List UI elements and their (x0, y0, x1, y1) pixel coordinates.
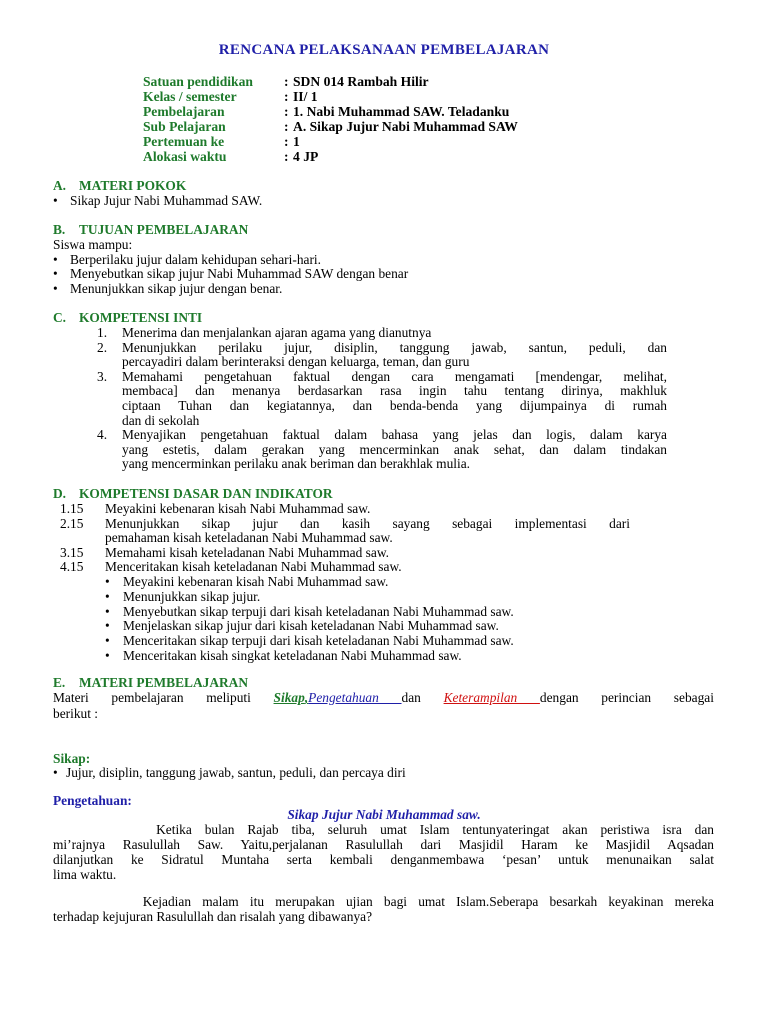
item-number: 4. (97, 427, 108, 443)
item-text-line: Menunjukkan perilaku jujur, disiplin, tanggung jawab, santun, peduli, dan (122, 339, 667, 355)
kd-text-line: Menceritakan kisah keteladanan Nabi Muhammad saw. (105, 559, 402, 575)
item-text-line: dan di sekolah (122, 412, 200, 428)
keterampilan-link: Keterampilan (443, 690, 540, 705)
kd-text-line: Memahami kisah keteladanan Nabi Muhammad saw. (105, 544, 389, 560)
indicator-item (105, 633, 514, 648)
indicator-item (105, 604, 514, 619)
item-text-line: Menyajikan pengetahuan faktual dalam bahasa yang jelas dan logis, dalam karya (122, 427, 667, 443)
item-text-line: yang mencerminkan perilaku anak beriman dan berakhlak mulia. (122, 456, 471, 472)
indicator-text: Menceritakan kisah singkat keteladanan Nabi Muhammad saw. (123, 648, 462, 663)
item-number: 2. (97, 339, 108, 355)
section-title: TUJUAN PEMBELAJARAN (79, 222, 249, 237)
indicator-text: Menceritakan sikap terpuji dari kisah keteladanan Nabi Muhammad saw. (123, 633, 514, 649)
section-b-heading (53, 222, 248, 237)
identity-label: Alokasi waktu (143, 149, 227, 164)
identity-row (143, 149, 643, 164)
section-letter: C. (53, 310, 67, 325)
bullet: • (53, 281, 58, 296)
identity-value: 1. Nabi Muhammad SAW. Teladanku (293, 104, 510, 119)
item-text-line: Menerima dan menjalankan ajaran agama yang dianutnya (122, 325, 432, 340)
section-b-intro: Siswa mampu: (53, 237, 133, 252)
sikap-heading: Sikap: (53, 751, 91, 766)
identity-value: A. Sikap Jujur Nabi Muhammad SAW (293, 119, 518, 134)
list-item-text: Sikap Jujur Nabi Muhammad SAW. (70, 193, 263, 208)
section-a-heading (53, 178, 186, 193)
bullet: • (53, 266, 58, 281)
list-item (53, 193, 262, 208)
materi-intro-line2: berikut : (53, 706, 98, 721)
bullet: • (105, 648, 110, 663)
bullet: • (105, 618, 110, 634)
kd-text-line: pemahaman kisah keteladanan Nabi Muhammad saw. (105, 530, 393, 546)
section-title: MATERI POKOK (79, 178, 187, 193)
identity-value: II/ 1 (293, 89, 318, 104)
identity-value: 4 JP (293, 149, 319, 164)
bullet: • (105, 633, 110, 649)
bullet: • (105, 588, 110, 604)
kd-number: 4.15 (60, 559, 84, 575)
section-title: KOMPETENSI DASAR DAN INDIKATOR (79, 486, 333, 501)
indicator-item (105, 618, 499, 633)
bullet: • (53, 765, 58, 780)
list-item-text: Menunjukkan sikap jujur dengan benar. (70, 281, 283, 296)
sikap-link: Sikap (273, 690, 305, 705)
identity-row (143, 74, 643, 89)
bullet: • (105, 574, 110, 589)
identity-value: SDN 014 Rambah Hilir (293, 74, 429, 89)
paragraph-line: lima waktu. (53, 867, 117, 882)
indicator-item (105, 574, 388, 589)
kd-number: 2.15 (60, 515, 84, 531)
item-number: 1. (97, 325, 108, 340)
identity-separator: : (284, 74, 289, 89)
kd-text-line: Menunjukkan sikap jujur dan kasih sayang sebagai implementasi dari (105, 515, 630, 531)
section-e-heading (53, 675, 248, 690)
paragraph-line: Kejadian malam itu merupakan ujian bagi umat Islam.Seberapa besarkah keyakinan mereka (53, 894, 714, 909)
section-letter: E. (53, 675, 66, 690)
identity-row (143, 119, 643, 134)
identity-separator: : (284, 89, 289, 104)
identity-separator: : (284, 119, 289, 134)
list-item-text: Berperilaku jujur dalam kehidupan sehari-hari. (70, 252, 321, 267)
story-title: Sikap Jujur Nabi Muhammad saw. (287, 807, 481, 822)
paragraph-line: mi’rajnya Rasulullah Saw. Yaitu,perjalanan Rasulullah dari Masjidil Haram ke Masjidil Aqsadan (53, 837, 714, 852)
identity-separator: : (284, 134, 289, 149)
pengetahuan-heading: Pengetahuan: (53, 793, 132, 808)
identity-separator: : (284, 149, 289, 164)
identity-label: Pertemuan ke (143, 134, 225, 149)
item-text-line: yang estetis, dalam gerakan yang mencerminkan anak sehat, dan dalam tindakan (122, 441, 667, 457)
kd-number: 1.15 (60, 501, 84, 516)
identity-row (143, 134, 643, 149)
indicator-text: Menjelaskan sikap jujur dari kisah keteladanan Nabi Muhammad saw. (123, 618, 499, 634)
indicator-text: Meyakini kebenaran kisah Nabi Muhammad saw. (123, 574, 389, 589)
item-text-line: Memahami pengetahuan faktual dengan cara mengamati [mendengar, melihat, (122, 368, 667, 384)
indicator-text: Menyebutkan sikap terpuji dari kisah keteladanan Nabi Muhammad saw. (123, 603, 514, 619)
list-item (53, 266, 408, 281)
bullet: • (53, 193, 58, 208)
indicator-text: Menunjukkan sikap jujur. (123, 588, 261, 604)
identity-row (143, 89, 643, 104)
list-item (53, 281, 282, 296)
section-title: MATERI PEMBELAJARAN (79, 675, 248, 690)
pengetahuan-link: Pengetahuan (308, 690, 402, 705)
item-text-line: ciptaan Tuhan dan kegiatannya, dan benda-benda yang dijumpainya di rumah (122, 398, 667, 413)
section-title: KOMPETENSI INTI (79, 310, 203, 325)
paragraph-line: terhadap kejujuran Rasulullah dan risalah yang dibawanya? (53, 909, 373, 924)
identity-value: 1 (293, 134, 300, 149)
identity-separator: : (284, 104, 289, 119)
identity-label: Kelas / semester (143, 89, 237, 104)
intro-text-end: dengan perincian sebagai (539, 690, 714, 705)
bullet: • (105, 603, 110, 619)
materi-intro (53, 690, 714, 705)
section-d-heading (53, 486, 333, 501)
paragraph-line: Ketika bulan Rajab tiba, seluruh umat Islam tentunyateringat akan peristiwa isra dan (53, 822, 714, 837)
item-text-line: percayadiri dalam berinteraksi dengan keluarga, teman, dan guru (122, 354, 470, 370)
comma: , (304, 690, 309, 705)
document-title: RENCANA PELAKSANAAN PEMBELAJARAN (218, 42, 550, 58)
kd-text-line: Meyakini kebenaran kisah Nabi Muhammad saw. (105, 501, 371, 516)
list-item-text: Menyebutkan sikap jujur Nabi Muhammad SAW dengan benar (70, 266, 409, 281)
bullet: • (53, 252, 58, 267)
section-c-heading (53, 310, 202, 325)
section-letter: B. (53, 222, 66, 237)
identity-label: Satuan pendidikan (143, 74, 253, 89)
item-text-line: membaca] dan menanya berdasarkan rasa ingin tahu tentang dirinya, makhluk (122, 383, 667, 399)
list-item (53, 252, 321, 267)
section-letter: A. (53, 178, 67, 193)
intro-text: Materi pembelajaran meliputi (53, 690, 274, 705)
indicator-item (105, 589, 260, 604)
list-item-text: Jujur, disiplin, tanggung jawab, santun, peduli, dan percaya diri (66, 765, 406, 780)
identity-label: Pembelajaran (143, 104, 225, 119)
paragraph-line: dilanjutkan ke Sidratul Muntaha serta kembali denganmembawa ‘pesan’ untuk menunaikan salat (53, 852, 714, 867)
indicator-item (105, 648, 462, 663)
dan-text: dan (401, 690, 444, 705)
item-number: 3. (97, 368, 108, 384)
section-letter: D. (53, 486, 67, 501)
list-item (53, 765, 406, 780)
identity-label: Sub Pelajaran (143, 119, 226, 134)
identity-row (143, 104, 643, 119)
kd-number: 3.15 (60, 544, 84, 560)
